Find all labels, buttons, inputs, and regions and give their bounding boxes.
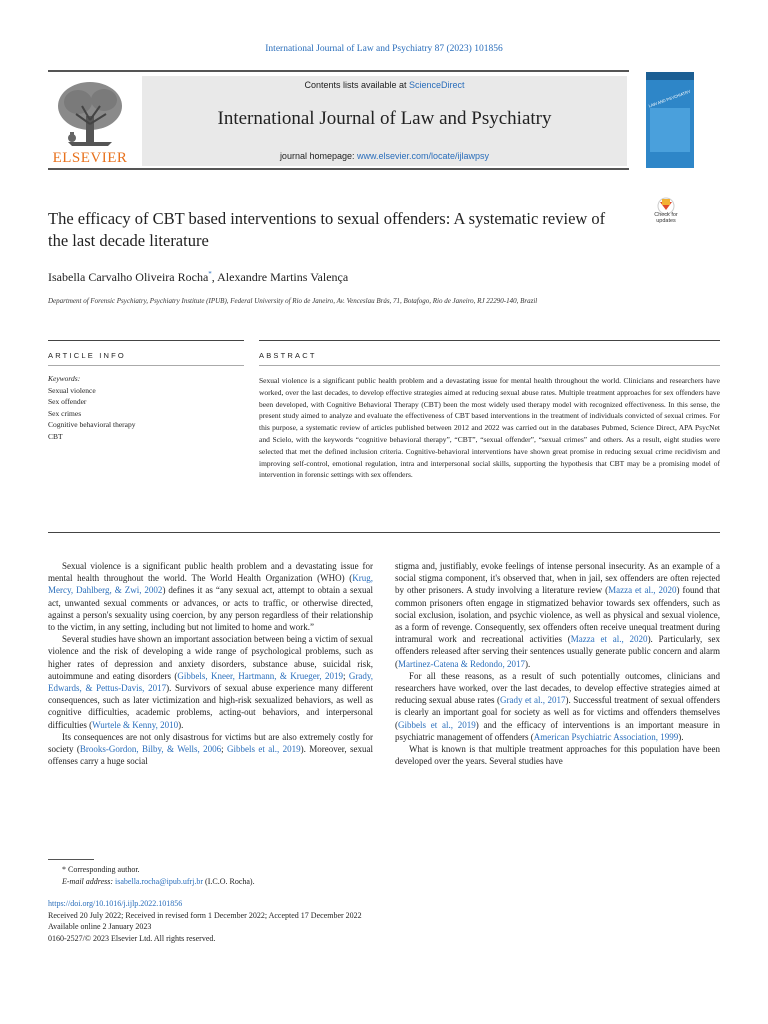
body-paragraph (395, 560, 720, 670)
author-separator: , (211, 270, 218, 284)
journal-reference[interactable]: International Journal of Law and Psychiatry 87 (2023) 101856 (265, 44, 503, 54)
contents-line (142, 80, 627, 90)
footnote-rule (48, 859, 94, 860)
body-text: ). Successful treatment of sexual offenders is clearly an important goal for society as well as for victims and offenders themselves ( (395, 695, 721, 730)
body-text: ). Particularly, sex offenders released after serving their sentences usually generate public concern and alarm ( (395, 634, 720, 669)
corresponding-author-note (48, 864, 548, 876)
received-dates: Received 20 July 2022; Received in revised form 1 December 2022; Accepted 17 December 2022 (48, 910, 362, 920)
journal-title: International Journal of Law and Psychiatry (217, 108, 552, 129)
body-text: Several studies have shown an important association between being a victim of sexual violence and the risk of developing a wide range of psychological problems, such as higher rates of depression and anxiety disorders, substance abuse, suicidal risk, autoimmune and eating disorders ( (48, 634, 373, 681)
citation-link[interactable]: American Psychiatric Association, 1999 (533, 731, 679, 742)
corresponding-note-text: Corresponding author. (68, 865, 140, 874)
body-text: For all these reasons, as a result of such potentially outcomes, clinicians and researchers have worked, over the last decades, to develop effective strategies aimed at reducing sexual abuse rates ( (395, 670, 720, 706)
body-text: ). (678, 731, 684, 742)
citation-link[interactable]: Grady et al., 2017 (499, 695, 566, 706)
body-text: ) and the efficacy of interventions is an important measure in psychiatric management of offenders ( (395, 719, 720, 742)
citation-link[interactable]: Grady, Edwards, & Pettus-Davis, 2017 (48, 670, 374, 694)
citation-link[interactable]: Brooks-Gordon, Bilby, & Wells, 2006 (79, 744, 222, 755)
body-text: ; (221, 744, 228, 755)
check-for-updates-label[interactable] (646, 212, 686, 224)
masthead-top-rule (48, 70, 629, 72)
body-text: Sexual violence is a significant public health problem and a devastating issue for mental health throughout the world. The World Health Organization (WHO) ( (48, 561, 373, 584)
check-line-1: Check for (654, 212, 678, 218)
email-suffix: (I.C.O. Rocha). (205, 877, 255, 886)
abstract-text: Sexual violence is a significant public health problem and a devastating issue for mental health throughout the world. Clinicians and researchers have worked, over the last decades, to develop effective strategies aimed at reducing sexual abuse rates. Multiple treatment approaches for sex offenders have been developed, with Cognitive Behavioral Therapy (CBT) been the most widely used therapy model with recognized effectiveness. In this sense, the present study aimed to analyze and evaluate the effectiveness of CBT based interventions in the treatment of individuals convicted of sexual crimes. For this purpose, a systematic review of articles published between 2012 and 2022 was carried out in the databases Pubmed, Science Direct, APA PsycNet and Scielo, with the keywords “cognitive behavioral therapy”, “CBT”, “sexual offender”, “sexual crimes” and others. As a result, eight studies were selected that met the defined inclusion criteria. Cognitive-behavioral interventions have shown great promise in reducing sexual crime recidivism and improving self-control, emotional regulation, intra and interpersonal social skills, supporting the hypothesis that CBT may be a promising model of intervention in forensic settings with sex offenders. (259, 376, 720, 480)
email-note (48, 876, 548, 888)
body-column-right (395, 560, 720, 767)
cover-title-text: LAW AND PSYCHIATRY (647, 88, 692, 109)
email-link[interactable]: isabella.rocha@ipub.ufrj.br (115, 877, 204, 886)
check-line-2: updates (656, 218, 676, 224)
abstract-subrule (259, 365, 720, 366)
publisher-wordmark: ELSEVIER (52, 150, 128, 166)
abstract-bottom-rule (48, 532, 720, 533)
keyword-item: CBT (48, 431, 63, 441)
citation-link[interactable]: Mazza et al., 2020 (608, 585, 677, 596)
sciencedirect-link[interactable]: ScienceDirect (409, 80, 465, 90)
body-paragraph (395, 670, 720, 743)
body-text: Its consequences are not only disastrous for victims but are also extremely costly for society ( (48, 731, 373, 755)
affiliation: Department of Forensic Psychiatry, Psychiatry Institute (IPUB), Federal University of Rio de Janeiro, Av. Venceslau Brás, 71, Botafogo, Rio de Janeiro, RJ 22290-140, Brazil (48, 297, 538, 305)
article-info-heading: ARTICLE INFO (48, 351, 126, 360)
citation-link[interactable]: Gibbels, Kneer, Hartmann, & Krueger, 2019 (177, 670, 343, 681)
corresponding-mark[interactable]: * (208, 270, 212, 278)
journal-cover-thumbnail[interactable] (646, 72, 694, 168)
citation-link[interactable]: Mazza et al., 2020 (570, 634, 648, 645)
article-info-rule (48, 340, 244, 341)
citation-link[interactable]: Gibbels et al., 2019 (227, 744, 301, 755)
publication-info (48, 898, 648, 944)
body-text: ; (342, 670, 349, 681)
body-paragraph: What is known is that multiple treatment approaches for this population have been developed over the years. Several studies have (395, 744, 720, 767)
homepage-link[interactable]: www.elsevier.com/locate/ijlawpsy (357, 151, 490, 161)
corresponding-note-mark: * (62, 865, 66, 874)
body-text: ). (178, 719, 184, 730)
keyword-item: Sex crimes (48, 408, 82, 418)
body-text: ). Moreover, sexual offenses carry a huge social (48, 744, 373, 767)
body-text: ). (524, 658, 531, 669)
author-2[interactable]: Alexandre Martins Valença (217, 270, 349, 284)
citation-link[interactable]: Gibbels et al., 2019 (398, 719, 476, 730)
copyright: 0160-2527/© 2023 Elsevier Ltd. All rights reserved. (48, 933, 216, 943)
homepage-line (142, 151, 627, 161)
keyword-item: Sex offender (48, 397, 87, 406)
doi-link[interactable]: https://doi.org/10.1016/j.ijlp.2022.101856 (48, 899, 183, 908)
abstract-rule (259, 340, 720, 341)
homepage-label: journal homepage: (279, 151, 357, 161)
article-info-subrule (48, 365, 244, 366)
contents-prefix: Contents lists available at (304, 80, 410, 90)
citation-link[interactable]: Martinez-Catena & Redondo, 2017 (398, 658, 525, 669)
keywords-label: Keywords: (48, 374, 81, 383)
citation-link[interactable]: Krug, Mercy, Dahlberg, & Zwi, 2002 (48, 573, 373, 596)
body-text: stigma and, justifiably, evoke feelings of intense personal insecurity. As an example of a social stigma component, it's observed that, when in jail, sex offenders are often rejected by other prisoners. A study involving a literature review ( (395, 561, 720, 596)
body-paragraph (48, 560, 373, 633)
email-label: E-mail address: (62, 877, 114, 886)
body-paragraph (48, 633, 373, 731)
author-list (48, 270, 348, 285)
abstract-heading: ABSTRACT (259, 351, 317, 360)
author-1[interactable]: Isabella Carvalho Oliveira Rocha (48, 270, 209, 284)
body-column-left (48, 560, 373, 767)
body-text: ) found that common prisoners often engage in stigmatized behavior towards sex offenders, such as social exclusion, isolation, and psychic violence, as well as physical and sexual violence, as a form of revenge. Consequently, sex offenders often receive unequal treatment during intramural work and recreational activities ( (395, 585, 720, 645)
keyword-item: Sexual violence (48, 385, 96, 395)
masthead-bottom-rule (48, 168, 629, 170)
citation-link[interactable]: Wurtele & Kenny, 2010 (92, 719, 179, 730)
keyword-item: Cognitive behavioral therapy (48, 420, 136, 429)
body-text: ). Survivors of sexual abuse experience many different consequences, such as later victimization and high-risk sexualized behaviors, as well as cognitive difficulties, academic problems, acting-out behaviors, and interpersonal difficulties ( (48, 683, 373, 730)
body-text: ) defines it as “any sexual act, attempt to obtain a sexual act, unwanted sexual comments or advances, or acts to traffic, or otherwise directed, against a person's sexuality using coercion, by any person regardless of their relationship to the victim, in any setting, including but not limited to home and work.” (48, 585, 373, 633)
body-paragraph (48, 731, 373, 768)
available-online: Available online 2 January 2023 (48, 922, 152, 931)
footnotes (48, 864, 548, 888)
article-title: The efficacy of CBT based interventions to sexual offenders: A systematic review of the last decade literature (48, 209, 606, 250)
keywords-block (48, 373, 244, 442)
